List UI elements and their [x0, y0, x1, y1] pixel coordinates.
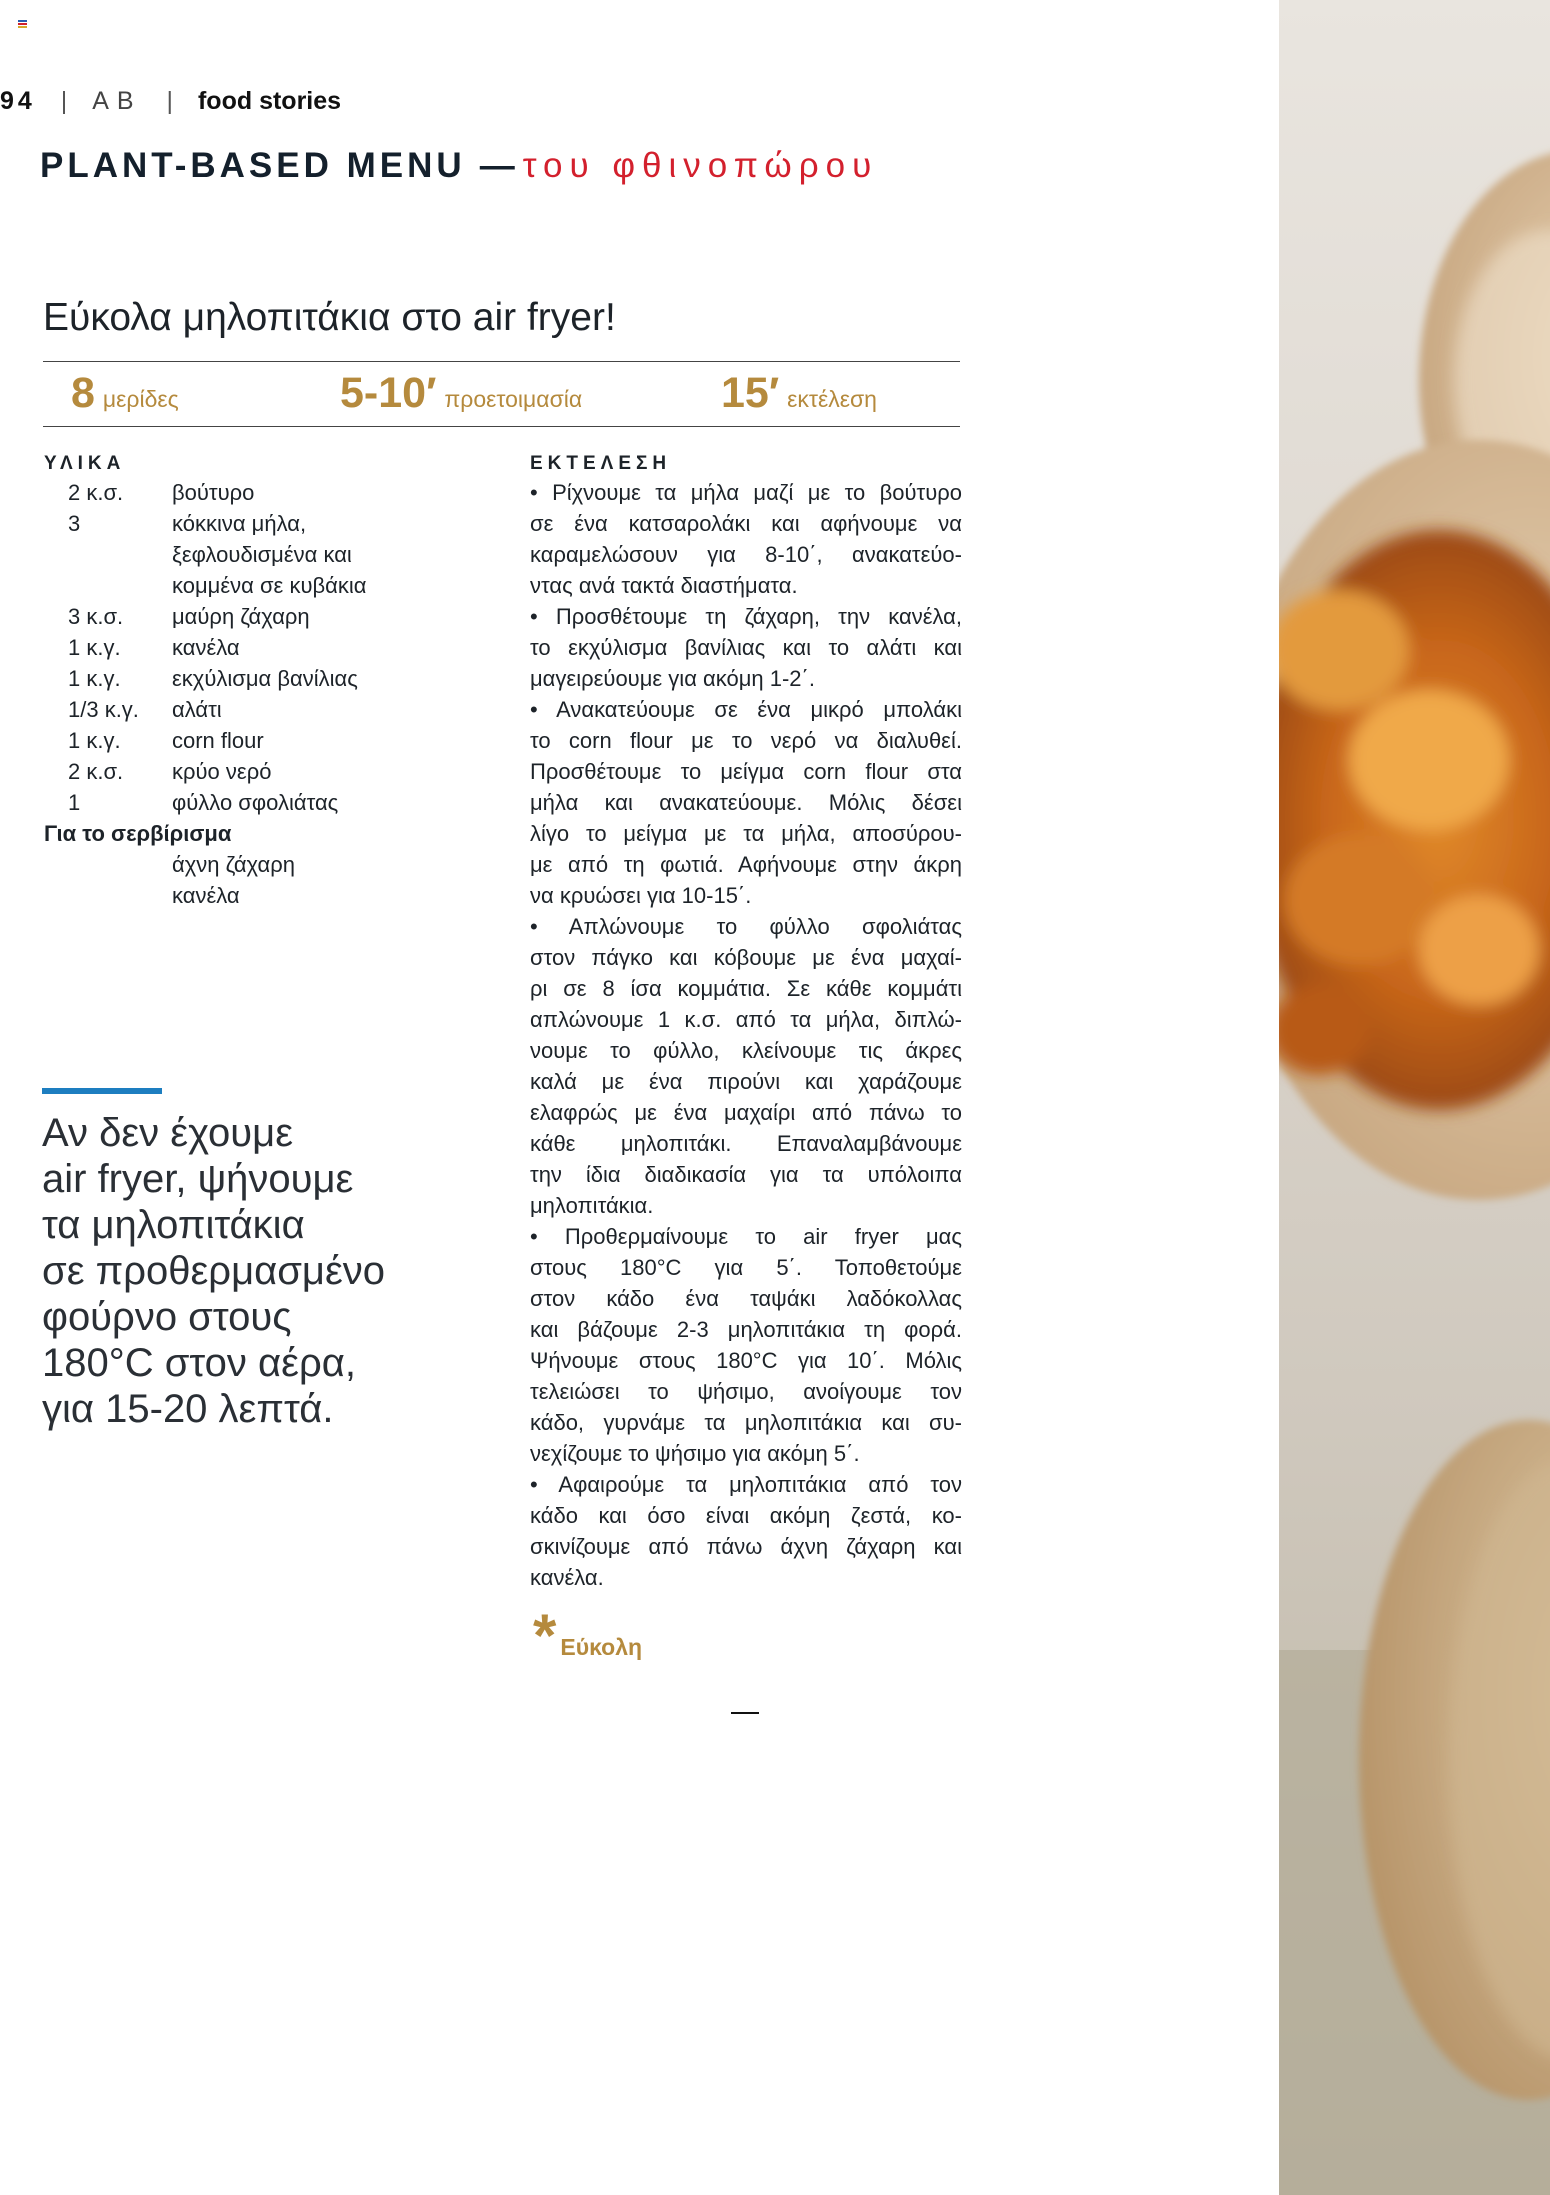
ingredient-name: μαύρη ζάχαρη	[172, 604, 310, 629]
ingredient-quantity: 1 κ.γ.	[68, 635, 121, 660]
ingredient-name: κανέλα	[172, 883, 240, 908]
meta-label: μερίδες	[102, 386, 179, 412]
ingredient-quantity	[44, 880, 172, 911]
method-line: στον κάδο ένα ταψάκι λαδόκολλας	[530, 1286, 962, 1311]
method-line: με από τη φωτιά. Αφήνουμε στην άκρη	[530, 852, 962, 877]
ingredient-row	[44, 632, 514, 663]
ingredient-row	[44, 539, 514, 570]
method-line: κάδο, γυρνάμε τα μηλοπιτάκια και συ-	[530, 1410, 962, 1435]
recipe-meta-bar	[43, 361, 960, 427]
flag-icon	[18, 20, 27, 27]
ingredient-quantity: 2 κ.σ.	[68, 759, 124, 784]
section-title-dash: —	[479, 146, 515, 185]
method-line: • Αφαιρούμε τα μηλοπιτάκια από τον	[530, 1472, 962, 1497]
method-line: λίγο το μείγμα με τα μήλα, αποσύρου-	[530, 821, 962, 846]
ingredients-list	[44, 477, 514, 911]
brand-name: AB	[92, 87, 142, 115]
method-line: κάθε μηλοπιτάκι. Επαναλαμβάνουμε	[530, 1131, 962, 1156]
ingredient-row	[44, 756, 514, 787]
meta-value: 15′	[721, 369, 780, 417]
ingredient-row	[44, 570, 514, 601]
meta-servings	[71, 369, 179, 418]
ingredient-name: corn flour	[172, 728, 264, 753]
meta-prep-time	[340, 369, 582, 418]
ingredient-quantity	[44, 539, 172, 570]
page-number: 94	[0, 87, 36, 115]
ingredient-row	[44, 694, 514, 725]
header-separator: |	[166, 87, 174, 115]
method-line: • Προσθέτουμε τη ζάχαρη, την κανέλα,	[530, 604, 962, 629]
method-line: και βάζουμε 2-3 μηλοπιτάκια τη φορά.	[530, 1317, 962, 1342]
section-title-en: PLANT-BASED MENU	[40, 146, 466, 185]
serving-heading: Για το σερβίρισμα	[44, 821, 232, 846]
difficulty-badge	[533, 1602, 643, 1669]
method-line: το εκχύλισμα βανίλιας και το αλάτι και	[530, 635, 962, 660]
tip-line: 180°C στον αέρα,	[42, 1341, 356, 1385]
meta-label: εκτέλεση	[787, 386, 877, 412]
method-line: μηλοπιτάκια.	[530, 1193, 654, 1218]
apple-dessert-photo	[1279, 0, 1550, 2195]
method-line: σε ένα κατσαρολάκι και αφήνουμε να	[530, 511, 962, 536]
ingredient-row	[44, 849, 514, 880]
ingredient-row	[44, 508, 514, 539]
method-line: σκινίζουμε από πάνω άχνη ζάχαρη και	[530, 1534, 962, 1559]
method-line: να κρυώσει για 10-15΄.	[530, 883, 752, 908]
ingredients-heading: ΥΛΙΚΑ	[44, 453, 126, 474]
ingredient-row	[44, 880, 514, 911]
ingredient-name: βούτυρο	[172, 480, 255, 505]
method-line: νεχίζουμε το ψήσιμο για ακόμη 5΄.	[530, 1441, 860, 1466]
ingredient-quantity	[44, 570, 172, 601]
tip-line: Αν δεν έχουμε	[42, 1111, 294, 1155]
method-text	[530, 477, 962, 1593]
section-title-gr: του φθινοπώρου	[522, 146, 879, 185]
ingredient-quantity: 1	[68, 790, 81, 815]
tip-line: τα μηλοπιτάκια	[42, 1203, 305, 1247]
header-separator: |	[60, 87, 68, 115]
ingredient-quantity: 2 κ.σ.	[68, 480, 124, 505]
ingredient-quantity: 1/3 κ.γ.	[68, 697, 139, 722]
method-line: • Ανακατεύουμε σε ένα μικρό μπολάκι	[530, 697, 962, 722]
method-line: στους 180°C για 5΄. Τοποθετούμε	[530, 1255, 962, 1280]
method-line: Προσθέτουμε το μείγμα corn flour στα	[530, 759, 962, 784]
meta-cook-time	[721, 369, 877, 418]
ingredient-name: κρύο νερό	[172, 759, 272, 784]
method-line: απλώνουμε 1 κ.σ. από τα μήλα, διπλώ-	[530, 1007, 962, 1032]
tip-line: σε προθερμασμένο	[42, 1249, 386, 1293]
tip-accent-bar	[42, 1088, 162, 1094]
method-line: ρι σε 8 ίσα κομμάτια. Σε κάθε κομμάτι	[530, 976, 962, 1001]
ingredient-name: άχνη ζάχαρη	[172, 852, 295, 877]
method-line: μήλα και ανακατεύουμε. Μόλις δέσει	[530, 790, 962, 815]
meta-value: 5-10′	[340, 369, 437, 417]
ingredient-quantity: 3 κ.σ.	[68, 604, 124, 629]
ingredient-row	[44, 787, 514, 818]
method-line: στον πάγκο και κόβουμε με ένα μαχαί-	[530, 945, 962, 970]
tip-line: air fryer, ψήνουμε	[42, 1157, 354, 1201]
end-mark	[731, 1712, 759, 1714]
method-line: ελαφρώς με ένα μαχαίρι από πάνω το	[530, 1100, 962, 1125]
magazine-name: food stories	[197, 87, 342, 115]
method-line: Ψήνουμε στους 180°C για 10΄. Μόλις	[530, 1348, 962, 1373]
method-line: την ίδια διαδικασία για τα υπόλοιπα	[530, 1162, 962, 1187]
ingredient-name: κόκκινα μήλα,	[172, 511, 307, 536]
difficulty-label: Εύκολη	[560, 1634, 643, 1660]
tip-callout	[42, 1110, 512, 1432]
ingredient-name: κανέλα	[172, 635, 240, 660]
method-line: νουμε το φύλλο, κλείνουμε τις άκρες	[530, 1038, 962, 1063]
ingredient-row	[44, 663, 514, 694]
method-line: καραμελώσουν για 8-10΄, ανακατεύο-	[530, 542, 962, 567]
ingredient-name: φύλλο σφολιάτας	[172, 790, 339, 815]
method-line: μαγειρεύουμε για ακόμη 1-2΄.	[530, 666, 815, 691]
meta-value: 8	[71, 369, 95, 417]
tip-line: φούρνο στους	[42, 1295, 292, 1339]
method-line: καλά με ένα πιρούνι και χαράζουμε	[530, 1069, 962, 1094]
method-line: • Ρίχνουμε τα μήλα μαζί με το βούτυρο	[530, 480, 962, 505]
recipe-title: Εύκολα μηλοπιτάκια στο air fryer!	[43, 296, 616, 339]
method-line: τελειώσει το ψήσιμο, ανοίγουμε τον	[530, 1379, 962, 1404]
method-line: • Απλώνουμε το φύλλο σφολιάτας	[530, 914, 962, 939]
meta-label: προετοιμασία	[444, 386, 583, 412]
ingredient-quantity: 1 κ.γ.	[68, 728, 121, 753]
ingredient-name: ξεφλουδισμένα και	[172, 542, 352, 567]
ingredient-quantity	[44, 849, 172, 880]
method-line: • Προθερμαίνουμε το air fryer μας	[530, 1224, 962, 1249]
ingredient-quantity: 1 κ.γ.	[68, 666, 121, 691]
page-header	[0, 87, 341, 116]
method-line: ντας ανά τακτά διαστήματα.	[530, 573, 798, 598]
ingredient-row	[44, 725, 514, 756]
method-line: κανέλα.	[530, 1565, 604, 1590]
ingredient-name: αλάτι	[172, 697, 222, 722]
asterisk-icon: *	[533, 1602, 557, 1669]
ingredient-row	[44, 601, 514, 632]
method-heading: ΕΚΤΕΛΕΣΗ	[530, 453, 672, 474]
method-line: κάδο και όσο είναι ακόμη ζεστά, κο-	[530, 1503, 962, 1528]
tip-line: για 15-20 λεπτά.	[42, 1387, 334, 1431]
ingredient-quantity: 3	[68, 511, 81, 536]
ingredient-name: κομμένα σε κυβάκια	[172, 573, 367, 598]
section-title	[40, 146, 878, 186]
ingredient-name: εκχύλισμα βανίλιας	[172, 666, 358, 691]
method-line: το corn flour με το νερό να διαλυθεί.	[530, 728, 962, 753]
ingredient-row	[44, 477, 514, 508]
